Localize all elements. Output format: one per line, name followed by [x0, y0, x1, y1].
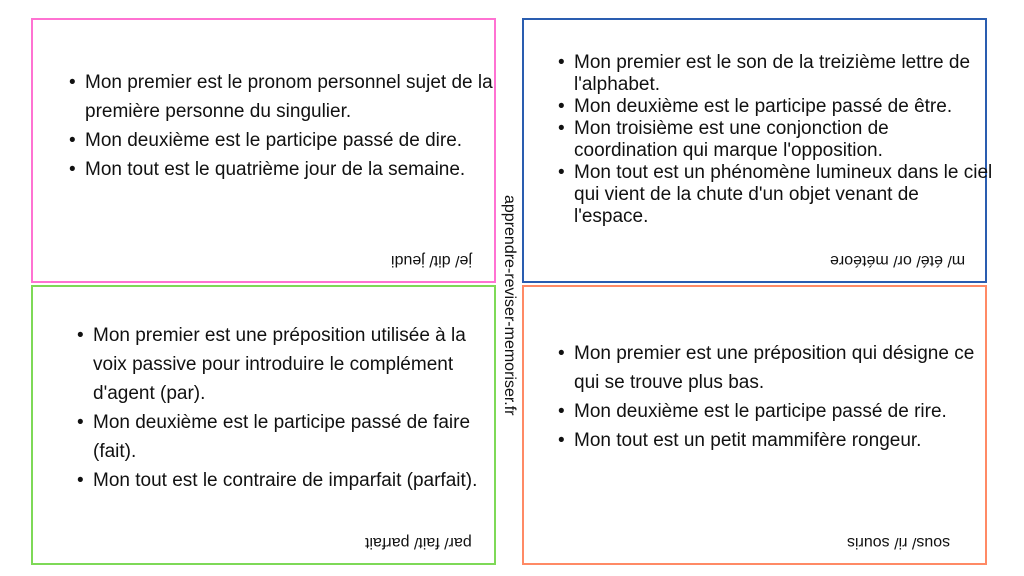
- clue-item: • Mon premier est le pronom personnel sujet de la première personne du singulier.: [85, 68, 495, 126]
- clue-list: [552, 339, 994, 455]
- clue-item: • Mon premier est une préposition qui désigne ce qui se trouve plus bas.: [574, 339, 994, 397]
- site-watermark: [500, 195, 518, 455]
- riddle-card-parfait: [31, 285, 496, 565]
- clue-item: • Mon deuxième est le participe passé de être.: [574, 96, 994, 118]
- riddle-card-jeudi: [31, 18, 496, 283]
- clue-item: • Mon deuxième est le participe passé de rire.: [574, 397, 994, 426]
- clue-item: • Mon premier est une préposition utilisée à la voix passive pour introduire le complément d'agent (par).: [93, 321, 503, 408]
- clue-list: [552, 52, 994, 228]
- upside-down-answer: par/ fait/ parfait: [365, 534, 472, 551]
- clue-list: [63, 68, 495, 184]
- clue-item: • Mon troisième est une conjonction de coordination qui marque l'opposition.: [574, 118, 994, 162]
- clue-item: • Mon tout est le contraire de imparfait (parfait).: [93, 466, 503, 495]
- riddle-card-meteore: [522, 18, 993, 283]
- upside-down-answer: m/ été/ or/ météore: [829, 252, 965, 269]
- upside-down-answer: sous/ ri/ souris: [846, 534, 950, 551]
- site-watermark-text: apprendre-reviser-memoriser.fr: [501, 195, 518, 416]
- clue-item: • Mon tout est un petit mammifère rongeur.: [574, 426, 994, 455]
- clue-list: [71, 321, 503, 495]
- upside-down-answer: je/ dit/ jeudi: [391, 252, 472, 269]
- clue-item: • Mon premier est le son de la treizième lettre de l'alphabet.: [574, 52, 994, 96]
- clue-item: • Mon tout est un phénomène lumineux dans le ciel qui vient de la chute d'un objet venant de l'espace.: [574, 162, 994, 228]
- riddle-card-souris: [522, 285, 987, 565]
- clue-item: • Mon deuxième est le participe passé de dire.: [85, 126, 495, 155]
- clue-item: • Mon deuxième est le participe passé de faire (fait).: [93, 408, 503, 466]
- clue-item: • Mon tout est le quatrième jour de la semaine.: [85, 155, 495, 184]
